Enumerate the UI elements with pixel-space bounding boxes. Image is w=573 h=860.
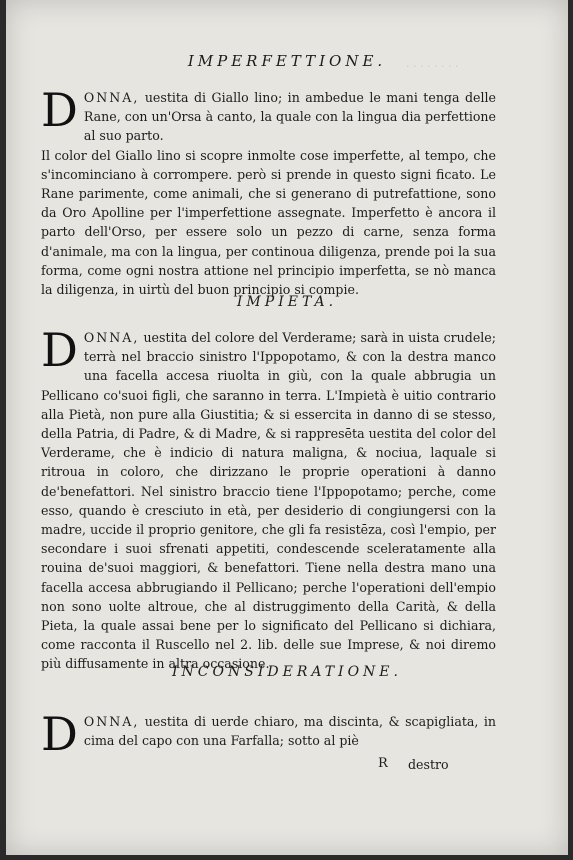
section-title: INCONSIDERATIONE.	[172, 664, 402, 680]
drop-cap: D	[41, 323, 78, 377]
paragraph-text: uestita di Giallo lino; in ambedue le mani tenga delle Rane, con un'Orsa à canto, la quale con la lingua dia perfettione al suo parto.	[83, 90, 496, 144]
section-title: IMPERFETTIONE.	[187, 52, 387, 70]
first-paragraph	[41, 323, 496, 674]
paragraph-text: uestita del colore del Verderame; sarà in uista crudele; terrà nel braccio sinistro l'Ippopotamo, & con la destra manco una facella accesa riuolta in giù, con la quale abbrugia un Pellicano co'suoi figli, che saranno in terra. L'Impietà è uitio contrario alla Pietà, non pure alla Giustitia; & si essercita in danno di se stesso, della Patria, di Padre, & di Madre, & si rappresēta uestita del color del Verderame, che è indicio di natura maligna, & nociua, laquale si ritroua in coloro, che dirizzano le proprie operationi à danno de'benefattori. Nel sinistro braccio tiene l'Ippopotamo; perche, come esso, quando è cresciuto in età, per desiderio di congiungersi con la madre, uccide il proprio genitore, che gli fa resistēza, così l'empio, per secondare i suoi sfrenati appetiti, condescende sceleratamente alla rouina de'suoi maggiori, & benefattori. Tiene nella destra mano una facella accesa abbrugiando il Pellicano; perche l'operationi dell'empio non sono uolte altroue, che al distruggimento della Carità, & della Pieta, la quale assai bene per lo significato del Pellicano si dichiara, come racconta il Ruscello nel 2. lib. delle sue Imprese, & noi diremo più diffusamente in altra occasione.	[41, 330, 496, 672]
drop-cap: D	[41, 707, 78, 761]
book-page	[6, 0, 568, 855]
lead-word: ONNA,	[83, 330, 140, 345]
first-paragraph	[41, 83, 496, 146]
drop-cap: D	[41, 83, 78, 137]
lead-word: ONNA,	[83, 714, 140, 729]
catchword: destro	[408, 757, 449, 772]
section-body	[41, 83, 496, 299]
lead-word: ONNA,	[83, 90, 140, 105]
paragraph: Il color del Giallo lino si scopre inmolte cose imperfette, al tempo, che s'incominciano à corrompere. però si prende in questo signi ficato. Le Rane parimente, come animali, che si generano di putrefattione, sono da Oro Apolline per l'imperfettione assegnate. Imperfetto è ancora il parto dell'Orso, per essere solo un pezzo di carne, senza forma d'animale, ma con la lingua, per continoua diligenza, prende poi la sua forma, come ogni nostra attione nel principio imperfetta, se nò manca la diligenza, in uirtù del buon principio si compie.	[41, 147, 496, 298]
first-paragraph	[41, 707, 496, 761]
section-title: IMPIETA.	[236, 294, 338, 310]
signature-mark: R	[378, 756, 388, 771]
section-body	[41, 323, 496, 674]
section-body	[41, 707, 496, 761]
paragraph-text: uestita di uerde chiaro, ma discinta, & scapigliata, in cima del capo con una Farfalla; sotto al piè	[83, 714, 496, 749]
bleed-through: · · · · · · · ·	[406, 60, 459, 73]
